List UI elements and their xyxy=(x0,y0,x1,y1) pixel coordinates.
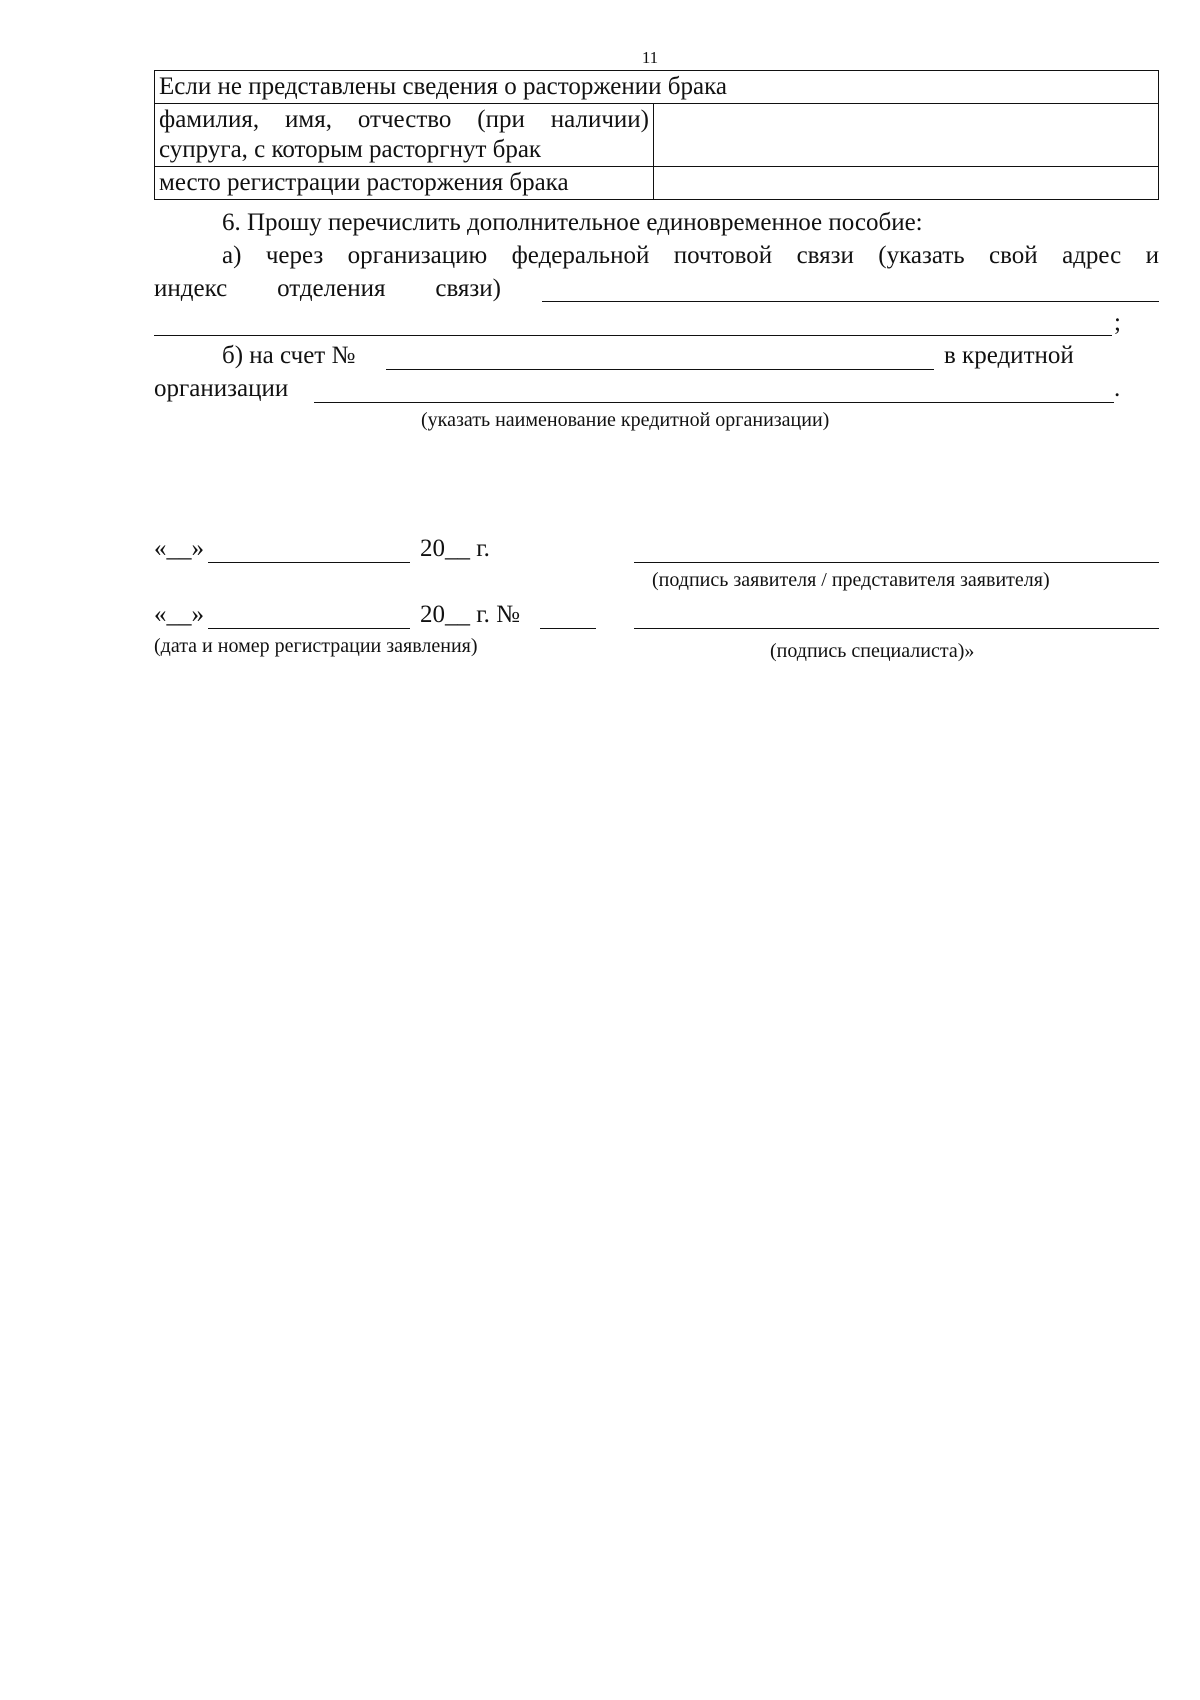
word: отделения xyxy=(277,275,386,302)
divorce-info-table xyxy=(154,70,1159,200)
section6-a-line1: а) через организацию федеральной почтовой связи (указать свой адрес и xyxy=(222,242,1159,269)
period: . xyxy=(1114,375,1121,402)
semicolon: ; xyxy=(1114,309,1121,336)
label-line: фамилия, имя, отчество (при наличии) xyxy=(159,106,649,133)
table-header: Если не представлены сведения о расторжении брака xyxy=(155,71,1159,104)
postal-address-continuation-input[interactable] xyxy=(154,335,1112,336)
page-number: 11 xyxy=(641,48,659,67)
credit-organization-caption: (указать наименование кредитной организации) xyxy=(421,409,830,431)
date2-month-input[interactable] xyxy=(208,628,410,629)
date1-year: 20__ г. xyxy=(420,535,490,562)
applicant-signature-caption: (подпись заявителя / представителя заявителя) xyxy=(652,569,1050,591)
specialist-signature-line[interactable] xyxy=(634,628,1159,629)
section6-b-label: б) на счет № xyxy=(222,342,356,369)
registration-caption: (дата и номер регистрации заявления) xyxy=(154,635,478,657)
word: индекс xyxy=(154,275,228,302)
postal-address-input[interactable] xyxy=(542,301,1159,302)
table-row-label: место регистрации расторжения брака xyxy=(155,167,654,200)
date2-year-number: 20__ г. № xyxy=(420,601,521,628)
account-number-input[interactable] xyxy=(386,369,934,370)
table-row-value[interactable] xyxy=(654,167,1159,200)
table-row xyxy=(155,104,1159,167)
table-row-value[interactable] xyxy=(654,104,1159,167)
date2-prefix: «__» xyxy=(154,601,204,628)
applicant-signature-line[interactable] xyxy=(634,562,1159,563)
table-row-label xyxy=(155,104,654,167)
section6-b-mid: в кредитной xyxy=(944,342,1074,369)
credit-organization-input[interactable] xyxy=(314,402,1114,403)
date1-prefix: «__» xyxy=(154,535,204,562)
label-line: супруга, с которым расторгнут брак xyxy=(159,136,542,163)
word: связи) xyxy=(435,275,501,302)
table-row xyxy=(155,167,1159,200)
section6-b-org-label: организации xyxy=(154,375,289,402)
section6-title: 6. Прошу перечислить дополнительное единовременное пособие: xyxy=(222,209,923,236)
specialist-signature-caption: (подпись специалиста)» xyxy=(770,640,975,662)
registration-number-input[interactable] xyxy=(540,628,596,629)
section6-a-line2 xyxy=(154,274,501,304)
date1-month-input[interactable] xyxy=(208,562,410,563)
table-header-row xyxy=(155,71,1159,104)
